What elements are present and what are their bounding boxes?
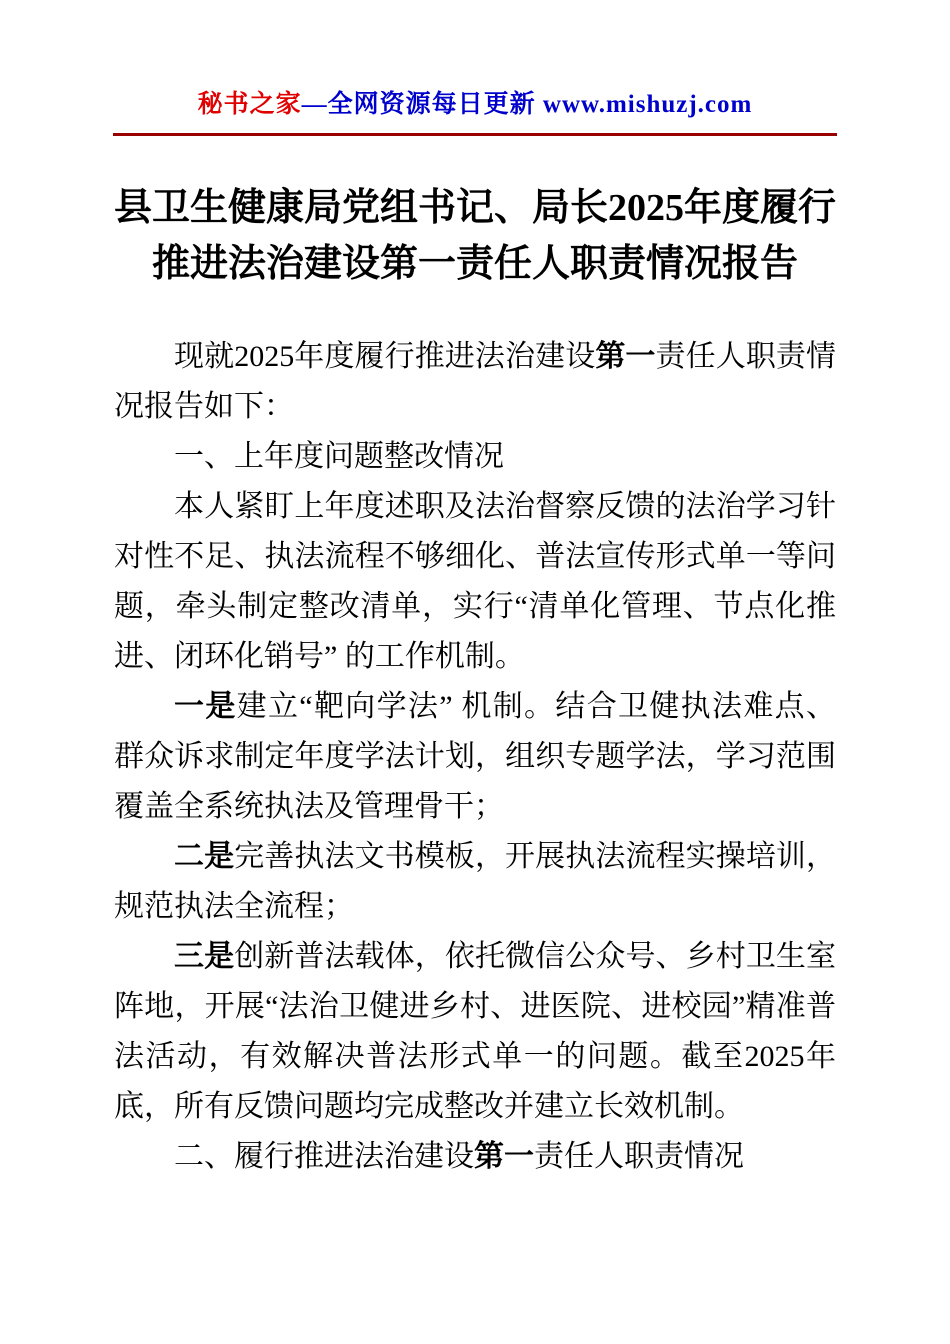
text-run: 本人紧盯上年度述职及法治督察反馈的法治学习针对性不足、执法流程不够细化、普法宣传形式单一等问题，牵头制定整改清单，实行“清单化管理、节点化推进、闭环化销号” 的工作机制。: [114, 490, 836, 673]
text-run: 三是: [174, 940, 235, 973]
text-run: 一、上年度问题整改情况: [174, 440, 504, 473]
text-run: 创新普法载体，依托微信公众号、乡村卫生室阵地，开展“法治卫健进乡村、进医院、进校园”精准普法活动，有效解决普法形式单一的问题。截至2025年底，所有反馈问题均完成整改并建立长效机制。: [114, 940, 837, 1123]
text-run: 责任人职责情况报告: [456, 243, 799, 285]
site-name: 秘书之家: [197, 91, 302, 118]
site-header: [0, 0, 950, 120]
paragraph: [114, 432, 836, 482]
text-run: 推进法治建设: [151, 243, 380, 285]
text-run: 二、履行推进法治建设: [174, 1140, 474, 1173]
paragraph: [114, 332, 836, 432]
header-divider: [113, 133, 837, 136]
title-line-2: [95, 236, 855, 292]
paragraph: [114, 482, 836, 682]
paragraph: [114, 682, 836, 832]
text-run: 责任人职责情况: [534, 1140, 744, 1173]
text-run: 第一: [474, 1140, 534, 1173]
text-run: 第一: [595, 340, 656, 373]
title-line-1: [95, 180, 855, 236]
text-run: 完善执法文书模板，开展执法流程实操培训，规范执法全流程；: [114, 840, 837, 923]
paragraph: [114, 832, 836, 932]
text-run: 县卫生健康局党组书记、局长2025年度履行: [113, 187, 836, 229]
document-title: [95, 180, 855, 292]
paragraph: [114, 932, 836, 1132]
text-run: 一是: [174, 690, 237, 723]
text-run: 二是: [174, 840, 235, 873]
document-body: [114, 332, 836, 1182]
text-run: 建立“靶向学法” 机制。结合卫健执法难点、群众诉求制定年度学法计划，组织专题学法，学习范围覆盖全系统执法及管理骨干；: [114, 690, 836, 823]
site-url-link[interactable]: www.mishuzj.com: [542, 91, 753, 118]
paragraph: [114, 1132, 836, 1182]
text-run: 第一: [379, 243, 456, 285]
text-run: 现就2025年度履行推进法治建设: [174, 340, 596, 373]
text-run: 责任人职责情况报告如下：: [114, 340, 837, 423]
site-tagline: —全网资源每日更新: [301, 91, 543, 118]
